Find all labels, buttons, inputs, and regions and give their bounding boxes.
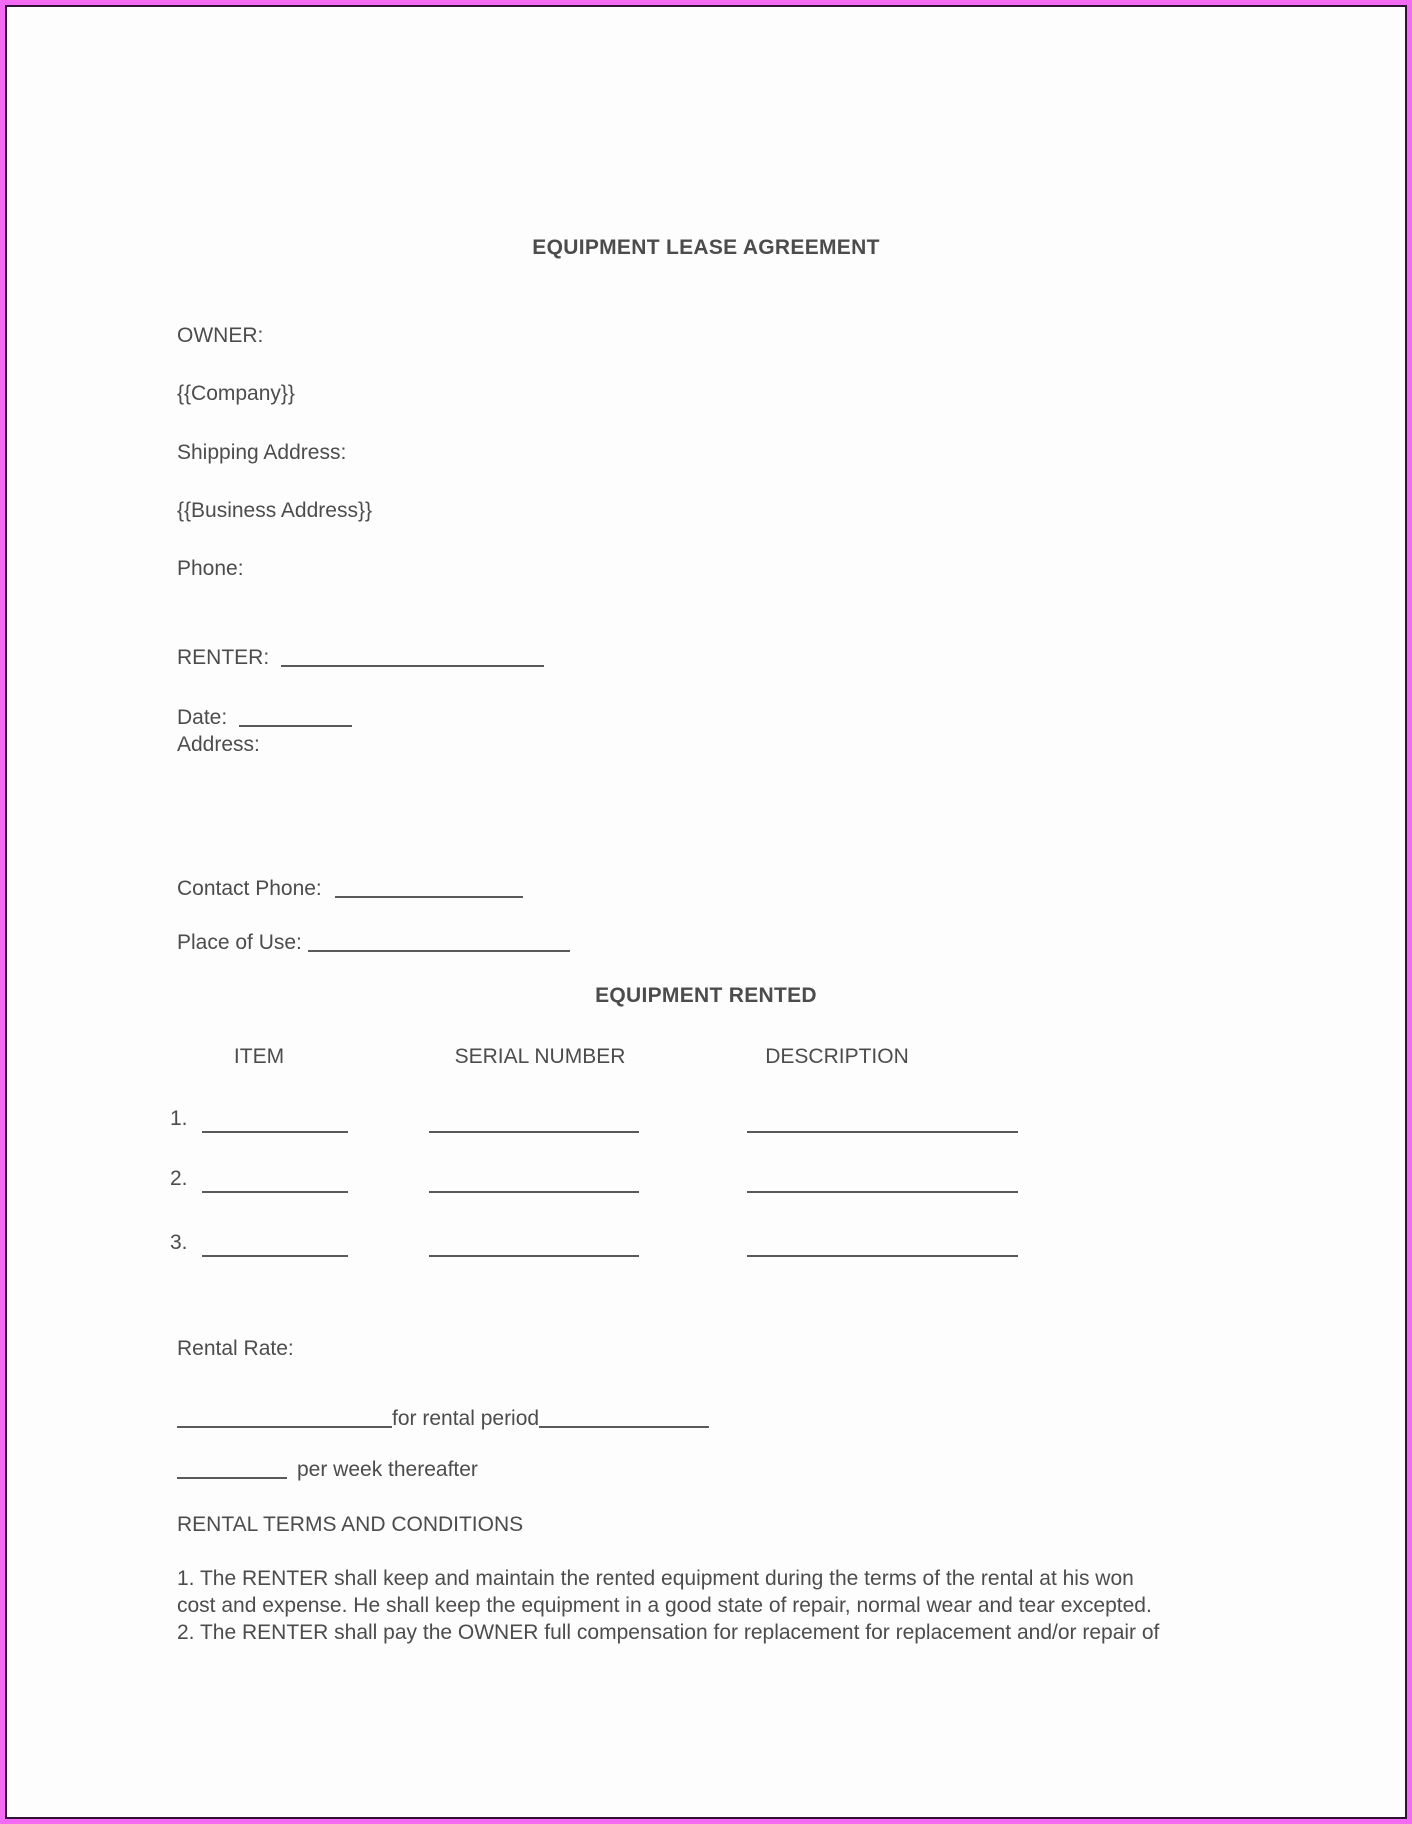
per-week-text: per week thereafter [297,1458,478,1481]
column-header-description: DESCRIPTION [765,1045,909,1068]
renter-blank-line [281,662,544,667]
item-blank-line [202,1131,348,1133]
contact-phone-line [177,877,523,901]
column-header-item: ITEM [233,1045,285,1068]
renter-line [177,646,544,670]
row-number: 1. [170,1107,188,1130]
per-week-line [177,1458,478,1482]
shipping-address-label: Shipping Address: [177,441,347,464]
item-blank-line [202,1255,348,1257]
date-line [177,706,352,730]
equipment-rented-heading: EQUIPMENT RENTED [595,984,817,1007]
date-blank-line [239,722,352,727]
terms-line: cost and expense. He shall keep the equipment in a good state of repair, normal wear and tear excepted. [177,1594,1152,1618]
row-number: 2. [170,1167,188,1190]
contact-phone-label: Contact Phone: [177,877,322,900]
terms-line: 2. The RENTER shall pay the OWNER full compensation for replacement for replacement and/or repair of [177,1621,1160,1645]
rental-rate-label: Rental Rate: [177,1337,294,1360]
per-week-blank-line [177,1474,287,1479]
document-title: EQUIPMENT LEASE AGREEMENT [532,236,880,259]
serial-blank-line [429,1255,639,1257]
row-number: 3. [170,1231,188,1254]
contact-phone-blank-line [335,893,523,898]
item-blank-line [202,1191,348,1193]
serial-blank-line [429,1131,639,1133]
company-placeholder: {{Company}} [177,382,295,405]
phone-label: Phone: [177,557,244,580]
renter-label: RENTER: [177,646,270,669]
rental-period-text: for rental period [392,1407,540,1430]
serial-blank-line [429,1191,639,1193]
rental-period-blank-line [539,1423,709,1428]
business-address-placeholder: {{Business Address}} [177,499,372,522]
rental-period-line [177,1407,709,1431]
description-blank-line [747,1191,1018,1193]
rental-rate-blank-line [177,1423,392,1428]
description-blank-line [747,1255,1018,1257]
terms-paragraph [177,1565,1159,1647]
lease-agreement-document [5,5,1407,1819]
address-label: Address: [177,733,260,756]
terms-line: 1. The RENTER shall keep and maintain the rented equipment during the terms of the rental at his won [177,1567,1134,1590]
place-of-use-label: Place of Use: [177,931,302,954]
description-blank-line [747,1131,1018,1133]
place-of-use-line [177,931,570,955]
owner-label: OWNER: [177,324,264,347]
column-header-serial-number: SERIAL NUMBER [454,1045,626,1068]
terms-heading: RENTAL TERMS AND CONDITIONS [177,1513,524,1536]
place-of-use-blank-line [308,947,570,952]
date-label: Date: [177,706,228,729]
